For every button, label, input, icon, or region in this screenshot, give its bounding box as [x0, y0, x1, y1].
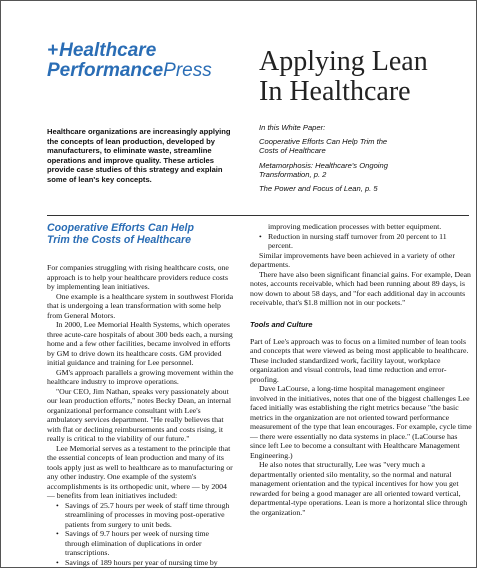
bullet-icon: •	[56, 557, 59, 567]
list-item	[56, 557, 235, 568]
benefits-list	[47, 501, 235, 568]
paragraph: Similar improvements have been achieved in a variety of other departments.	[250, 250, 455, 269]
paragraph: For companies struggling with rising healthcare costs, one approach is to help your healthcare providers reduce costs by implementing lean initiatives.	[47, 263, 229, 291]
article-heading	[47, 222, 235, 246]
white-paper-contents	[259, 123, 469, 198]
logo-line2-light: Press	[163, 60, 212, 81]
list-item	[259, 231, 472, 251]
bullet-icon: •	[259, 231, 262, 241]
document-title	[259, 47, 428, 107]
intro-paragraph: Healthcare organizations are increasingly applying the concepts of lean production, developed by manufacturers, to eliminate waste, streamline operations and improve quality. These articles provide case studies of this strategy and explain some of lean's key concepts.	[47, 127, 231, 184]
list-item-text: Savings of 9.7 hours per week of nursing time through elimination of duplications in order transcriptions.	[65, 529, 210, 557]
contents-item: Metamorphosis: Healthcare's Ongoing Transformation, p. 2	[259, 160, 388, 179]
list-item-text: Reduction in nursing staff turnover from 20 percent to 11 percent.	[268, 231, 447, 250]
paragraph: GM's approach parallels a growing movement within the healthcare industry to improve operations.	[47, 367, 234, 386]
paragraph: Dave LaCourse, a long-time hospital management engineer involved in the initiatives, notes that one of the biggest challenges Lee faced initially was establishing the right metrics because "the basic metrics in the organization are not oriented toward performance measurement of the type that lean encourages. For example, cycle time — there were essentially no data systems in place." (LaCourse has since left Lee to become a consultant with Healthcare Management Engineering.)	[250, 384, 472, 460]
article-body-col2b	[250, 337, 472, 518]
article-column-2	[250, 222, 472, 517]
article-column-1	[47, 222, 235, 567]
paragraph: "Our CEO, Jim Nathan, speaks very passionately about our lean production efforts," notes Becky Dean, an internal organizational performance consultant with Lee's ambulatory services department. "He really believes that with flat or declining reimbursements and costs rising, it really is critical to the viability of our future."	[47, 386, 232, 443]
subsection-heading: Tools and Culture	[250, 319, 313, 329]
section-divider	[47, 215, 469, 216]
publisher-logo	[47, 41, 227, 81]
list-item	[56, 500, 235, 530]
contents-heading: In this White Paper:	[259, 123, 326, 132]
paragraph: He also notes that structurally, Lee was "very much a departmentally oriented silo mentality, so the normal and natural management orientation and the typical incentives for how you get rewarded for being a good manager are all oriented toward vertical, departmental-type operations. Lean is more a horizontal slice through the organization."	[250, 460, 468, 517]
list-item-text: Savings of 189 hours per year of nursing time by	[65, 557, 218, 567]
list-item	[56, 529, 235, 558]
paragraph: Lee Memorial serves as a testament to the principle that the essential concepts of lean production and many of its tools apply just as well to healthcare as to manufacturing or any other industry. One example of the system's accomplishments is its orthopedic unit, where — by 2004 — benefits from lean initiatives included:	[47, 443, 233, 500]
logo-line1: Healthcare	[59, 40, 157, 61]
article-body-col2	[250, 222, 472, 308]
paragraph: Part of Lee's approach was to focus on a limited number of lean tools and concepts that were viewed as being most applicable to healthcare. These included standardized work, facility layout, workplace organization and visual controls, lead time reduction and error-proofing.	[250, 336, 469, 384]
article-heading-line2: Trim the Costs of Healthcare	[47, 234, 192, 246]
article-body-col1	[47, 263, 235, 567]
list-item	[268, 222, 472, 232]
title-line1: Applying Lean	[259, 46, 428, 77]
contents-item: Cooperative Efforts Can Help Trim the Costs of Healthcare	[259, 137, 388, 156]
title-line2: In Healthcare	[259, 76, 411, 107]
bullet-icon: •	[56, 500, 59, 510]
paragraph: There have also been significant financial gains. For example, Dean notes, accounts receivable, which had been running about 89 days, is now down to about 58 days, and "for each additional day in accounts receivable, that's $1.8 million not in our pockets."	[250, 269, 471, 307]
contents-item: The Power and Focus of Lean, p. 5	[259, 184, 378, 194]
logo-line2-bold: Performance	[47, 60, 164, 81]
benefits-list-continued	[250, 222, 472, 251]
paragraph: One example is a healthcare system in southwest Florida that is undergoing a lean transformation with some help from General Motors.	[47, 291, 234, 320]
paragraph: In 2000, Lee Memorial Health Systems, which operates three acute-care hospitals of about 300 beds each, a nursing home and a few other facilities, became involved in efforts by GM to drive down its healthcare costs. GM provided initial guidance and training for Lee personnel.	[47, 320, 233, 367]
list-item-text: Savings of 25.7 hours per week of staff time through streamlining of processes in moving post-operative patients from surgery to unit beds.	[65, 500, 230, 529]
plus-icon: +	[47, 40, 59, 61]
article-heading-line1: Cooperative Efforts Can Help	[47, 222, 194, 234]
bullet-icon: •	[56, 529, 59, 538]
list-item-text: improving medication processes with better equipment.	[268, 222, 442, 231]
